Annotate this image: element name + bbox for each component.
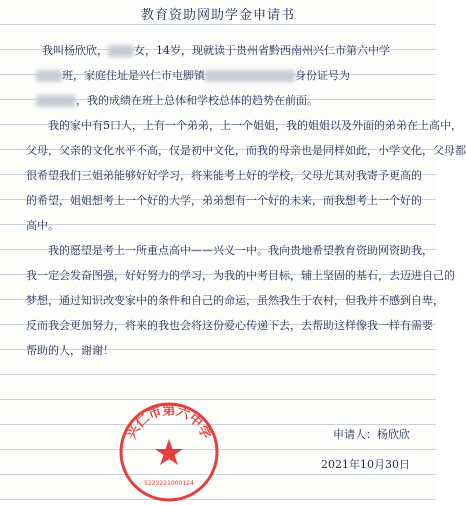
- body-line-2: 班，家庭住址是兴仁市屯脚镇 身份证号为: [36, 63, 428, 88]
- body-line-11: 梦想，通过知识改变家中的条件和自己的命运，虽然我生于农村，但我并不感到自卑，: [26, 294, 444, 307]
- body-line-7: 的希望，姐姐想考上一个好的大学，弟弟想有一个好的未来，而我想考上一个好的: [26, 194, 422, 207]
- letter-body: [26, 38, 466, 363]
- body-line-13: 帮助的人，谢谢！: [26, 344, 114, 357]
- seal-star: [155, 439, 183, 465]
- body-line-5: 父母，父亲的文化水平不高，仅是初中文化，而我的母亲也是同样如此，小学文化，父母都: [26, 144, 466, 157]
- letter-title: 教育资助网助学金申请书: [140, 8, 295, 23]
- body-line-1: 我叫杨欣欣， 女，14岁，现就读于贵州省黔西南州兴仁市第六中学: [42, 44, 390, 57]
- body-line-4: 我的家中有5口人，上有一个弟弟，上一个姐姐，我的姐姐以及外面的弟弟在上高中，: [48, 119, 462, 132]
- redacted-name: [108, 45, 134, 57]
- body-line-9: 我的愿望是考上一所重点高中——兴义一中。我向贵地希望教育资助网资助我，: [48, 244, 433, 257]
- signature-date: 2021年10月30日: [321, 458, 410, 471]
- redacted-id-number: [36, 95, 76, 107]
- body-line-3: ，我的成绩在班上总体和学校总体的趋势在前面。: [36, 88, 428, 113]
- school-seal-stamp: [116, 399, 222, 505]
- body-line-8: 高中。: [26, 219, 59, 232]
- body-line-10: 我一定会发奋图强，好好努力的学习，为我的中考目标，辅上坚固的基石，去迈进自己的: [26, 269, 455, 282]
- signature-line: 申请人：杨欣欣: [333, 428, 410, 441]
- body-line-12: 反而我会更加努力，将来的我也会将这份爱心传递下去，去帮助这样像我一样有需要: [26, 319, 433, 332]
- body-line-6: 很希望我们三姐弟能够好好学习，将来能考上好的学校，父母尤其对我寄予更高的: [26, 169, 422, 182]
- seal-arc-text: 兴仁市第六中学: [124, 403, 214, 442]
- seal-number: 5223221000124: [144, 480, 194, 487]
- redacted-class: [36, 70, 62, 82]
- redacted-address: [205, 70, 295, 82]
